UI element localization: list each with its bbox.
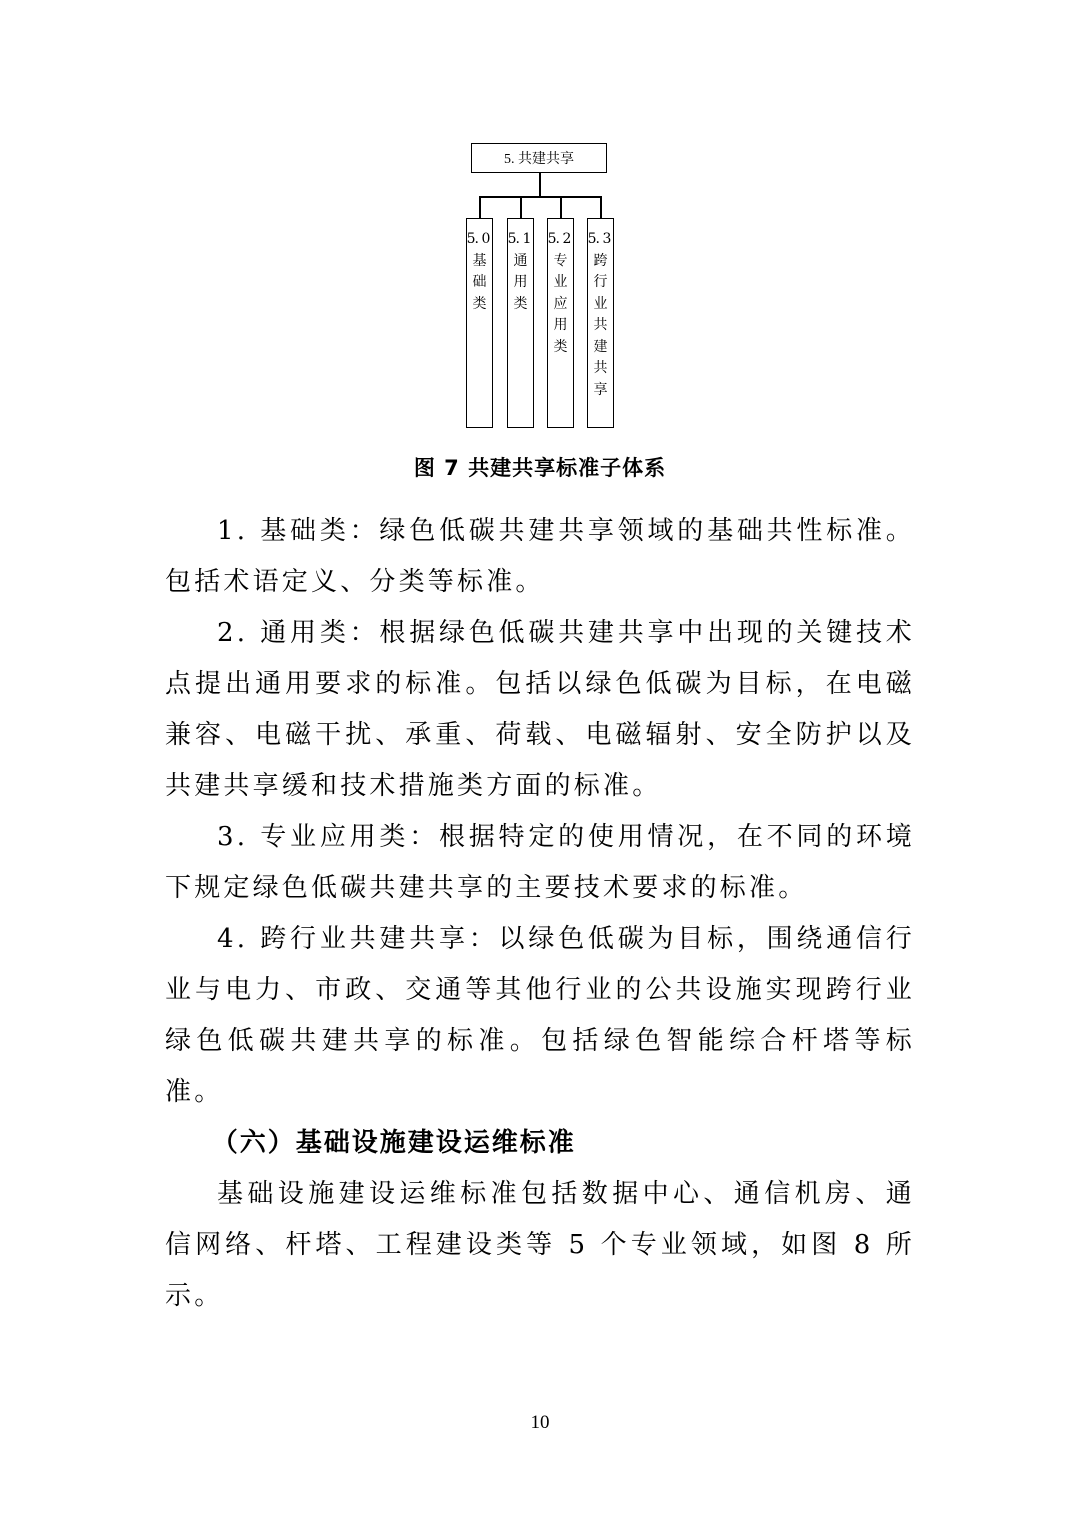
page-number: 10 (530, 1412, 550, 1433)
figure-caption: 图 7 共建共享标准子体系 (413, 456, 667, 480)
diagram-node-basic (466, 218, 493, 428)
paragraph-general: 2. 通用类：根据绿色低碳共建共享中出现的关键技术点提出通用要求的标准。包括以绿色低碳为目标，在电磁兼容、电磁干扰、承重、荷载、电磁辐射、安全防护以及共建共享缓和技术措施类方面的标准。 (165, 618, 915, 801)
paragraph-section-intro: 基础设施建设运维标准包括数据中心、通信机房、通信网络、杆塔、工程建设类等 5 个专业领域，如图 8 所示。 (165, 1179, 915, 1311)
node-label: 跨行业共建共享 (593, 252, 608, 398)
connector-child-1 (520, 196, 522, 218)
diagram-root-node: 5. 共建共享 (471, 143, 607, 173)
diagram-node-general (507, 218, 534, 428)
node-number: 5. 2 (547, 231, 571, 247)
section-heading: （六）基础设施建设运维标准 (211, 1128, 576, 1158)
hierarchy-diagram (0, 0, 1080, 440)
connector-child-2 (560, 196, 562, 218)
node-number: 5. 1 (507, 231, 531, 247)
node-number: 5. 3 (587, 231, 611, 247)
connector-child-3 (600, 196, 602, 218)
node-label: 基础类 (472, 252, 487, 312)
paragraph-basic: 1. 基础类：绿色低碳共建共享领域的基础共性标准。包括术语定义、分类等标准。 (165, 516, 915, 597)
body-text (165, 506, 915, 1322)
node-label: 专业应用类 (553, 252, 568, 355)
connector-child-0 (479, 196, 481, 218)
diagram-node-cross-industry (587, 218, 614, 428)
paragraph-cross-industry: 4. 跨行业共建共享：以绿色低碳为目标，围绕通信行业与电力、市政、交通等其他行业的公共设施实现跨行业绿色低碳共建共享的标准。包括绿色智能综合杆塔等标准。 (165, 924, 915, 1107)
node-label: 通用类 (513, 252, 528, 312)
connector-horizontal (479, 196, 601, 198)
connector-root (539, 173, 541, 196)
diagram-node-professional (547, 218, 574, 428)
node-number: 5. 0 (466, 231, 490, 247)
paragraph-professional: 3. 专业应用类：根据特定的使用情况，在不同的环境下规定绿色低碳共建共享的主要技术要求的标准。 (165, 822, 915, 903)
